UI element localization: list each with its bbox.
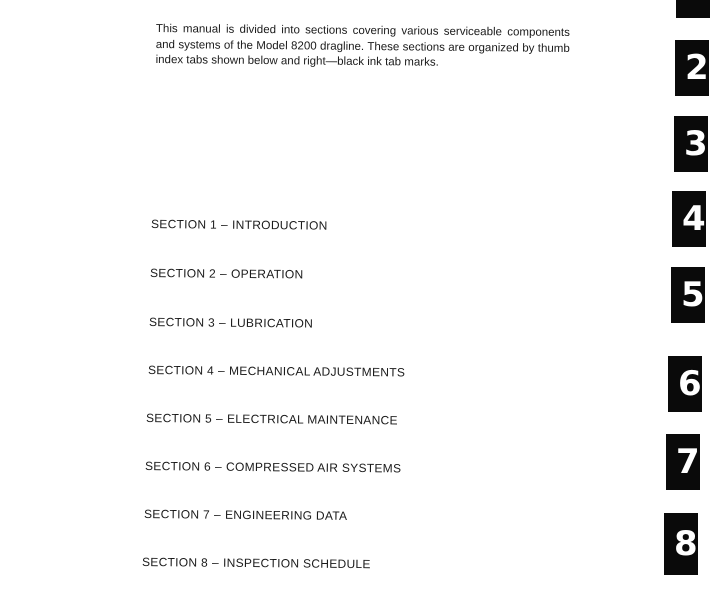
section-number: SECTION 7 <box>143 507 211 522</box>
section-dash: – <box>211 555 220 570</box>
thumb-tab-5[interactable]: 5 <box>671 267 705 323</box>
thumb-tab-2[interactable]: 2 <box>675 40 709 96</box>
section-entry-8 <box>142 555 371 571</box>
thumb-tab-8[interactable]: 8 <box>664 513 698 575</box>
thumb-tab-7[interactable]: 7 <box>666 434 700 490</box>
section-entry-5 <box>146 411 398 427</box>
section-entry-1 <box>151 217 328 233</box>
section-title: INTRODUCTION <box>231 217 328 233</box>
section-number: SECTION 5 <box>145 411 213 426</box>
section-title: INSPECTION SCHEDULE <box>222 555 371 572</box>
section-dash: – <box>217 363 226 378</box>
section-number: SECTION 4 <box>147 363 215 378</box>
section-dash: – <box>220 217 229 232</box>
section-title: ENGINEERING DATA <box>224 507 348 523</box>
section-number: SECTION 2 <box>149 266 217 281</box>
section-number: SECTION 1 <box>150 217 218 232</box>
thumb-tab-3[interactable]: 3 <box>674 116 708 172</box>
section-title: LUBRICATION <box>229 315 314 331</box>
section-number: SECTION 3 <box>148 315 216 330</box>
thumb-tab-4[interactable]: 4 <box>672 191 706 247</box>
intro-paragraph: This manual is divided into sections covering various serviceable components and systems of the Model 8200 dragline. These sections are organized by thumb index tabs shown below and right—black ink tab marks. <box>155 22 570 69</box>
section-entry-2 <box>150 266 304 281</box>
section-title: OPERATION <box>230 266 304 282</box>
thumb-tab-1[interactable] <box>676 0 710 18</box>
section-number: SECTION 6 <box>144 459 212 474</box>
section-dash: – <box>218 315 227 330</box>
section-dash: – <box>219 266 228 281</box>
section-number: SECTION 8 <box>141 555 209 570</box>
section-dash: – <box>215 411 224 426</box>
section-title: MECHANICAL ADJUSTMENTS <box>228 363 406 380</box>
section-entry-3 <box>149 315 313 331</box>
section-title: ELECTRICAL MAINTENANCE <box>226 411 398 428</box>
section-dash: – <box>213 507 222 522</box>
section-dash: – <box>214 459 223 474</box>
section-title: COMPRESSED AIR SYSTEMS <box>225 459 402 476</box>
section-entry-6 <box>145 459 401 475</box>
section-entry-4 <box>148 363 405 379</box>
section-entry-7 <box>144 507 348 523</box>
thumb-tab-6[interactable]: 6 <box>668 356 702 412</box>
